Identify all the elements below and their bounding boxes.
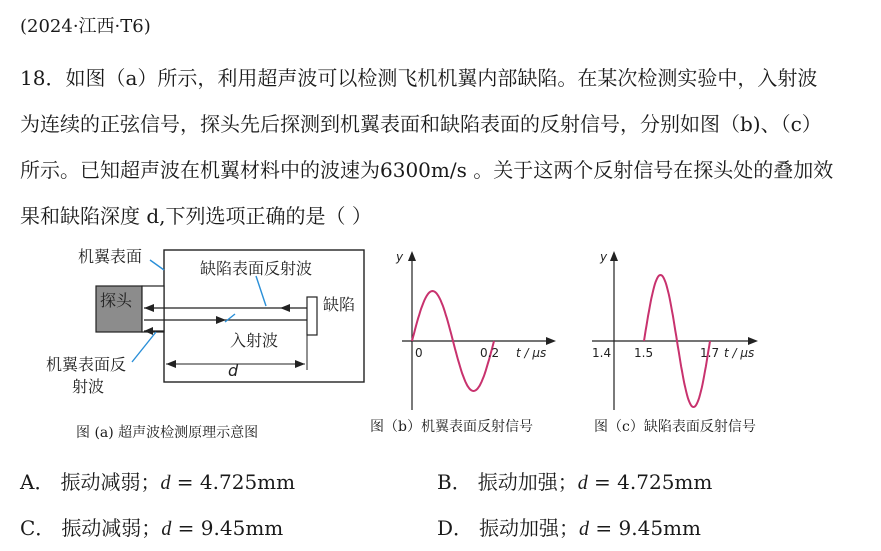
question-source: (2024·江西·T6) (20, 16, 151, 37)
option-var: d (579, 518, 590, 540)
arrow-right-icon (748, 337, 758, 345)
option-d[interactable] (437, 512, 701, 541)
figure-b-chart (390, 245, 560, 415)
tick-1.7: 1.7 (700, 346, 720, 360)
y-axis-label: y (600, 250, 608, 264)
tick-0: 0 (415, 346, 423, 360)
callout-line (150, 260, 164, 270)
option-letter: A． (20, 470, 55, 494)
figure-c-chart (588, 245, 763, 415)
stem-line-3: 所示。已知超声波在机翼材料中的波速为6300m/s 。关于这两个反射信号在探头处的叠加效 (20, 158, 834, 182)
label-probe: 探头 (100, 291, 133, 310)
option-eq: = 9.45mm (171, 516, 284, 540)
option-eq: = 4.725mm (170, 470, 296, 494)
option-text: 振动加强； (477, 470, 578, 494)
figure-b-caption: 图（b）机翼表面反射信号 (370, 419, 533, 435)
tick-0.2: 0.2 (480, 346, 500, 360)
option-letter: C． (20, 516, 56, 540)
defect-block (307, 297, 317, 335)
figure-a-caption: 图 (a) 超声波检测原理示意图 (76, 425, 259, 441)
arrow-up-icon (610, 251, 618, 261)
option-b[interactable] (437, 466, 712, 495)
t-axis-label: t / μs (516, 346, 547, 360)
label-d: d (228, 361, 239, 380)
label-surface-reflect-1: 机翼表面反 (46, 355, 127, 374)
callout-line (132, 332, 156, 362)
stem-line-2: 为连续的正弦信号，探头先后探测到机翼表面和缺陷表面的反射信号，分别如图（b)、（c） (20, 112, 822, 136)
option-a[interactable] (20, 466, 295, 495)
option-text: 振动减弱； (61, 516, 162, 540)
label-defect: 缺陷 (323, 295, 356, 314)
option-text: 振动减弱； (60, 470, 161, 494)
stem-line-1: 18．如图（a）所示，利用超声波可以检测飞机机翼内部缺陷。在某次检测实验中，入射波 (20, 66, 818, 90)
arrow-up-icon (408, 251, 416, 261)
tick-1.5: 1.5 (634, 346, 654, 360)
label-wing-surface: 机翼表面 (78, 247, 143, 266)
label-defect-reflect: 缺陷表面反射波 (200, 259, 313, 278)
option-eq: = 9.45mm (589, 516, 701, 540)
question-stem (20, 55, 865, 239)
option-var: d (161, 518, 172, 540)
option-c[interactable] (20, 512, 283, 541)
option-var: d (577, 472, 588, 494)
figure-a-diagram (20, 240, 380, 450)
label-surface-reflect-2: 射波 (72, 377, 105, 396)
t-axis-label: t / μs (724, 346, 755, 360)
y-axis-label: y (396, 250, 404, 264)
option-text: 振动加强； (479, 516, 580, 540)
figure-c-caption: 图（c）缺陷表面反射信号 (594, 419, 756, 435)
option-letter: B． (437, 470, 472, 494)
tick-1.4: 1.4 (592, 346, 612, 360)
label-incident: 入射波 (230, 331, 279, 350)
option-var: d (160, 472, 171, 494)
arrow-right-icon (546, 337, 556, 345)
stem-line-4: 果和缺陷深度 d,下列选项正确的是（ ） (20, 204, 372, 228)
option-eq: = 4.725mm (587, 470, 713, 494)
option-letter: D． (437, 516, 474, 540)
